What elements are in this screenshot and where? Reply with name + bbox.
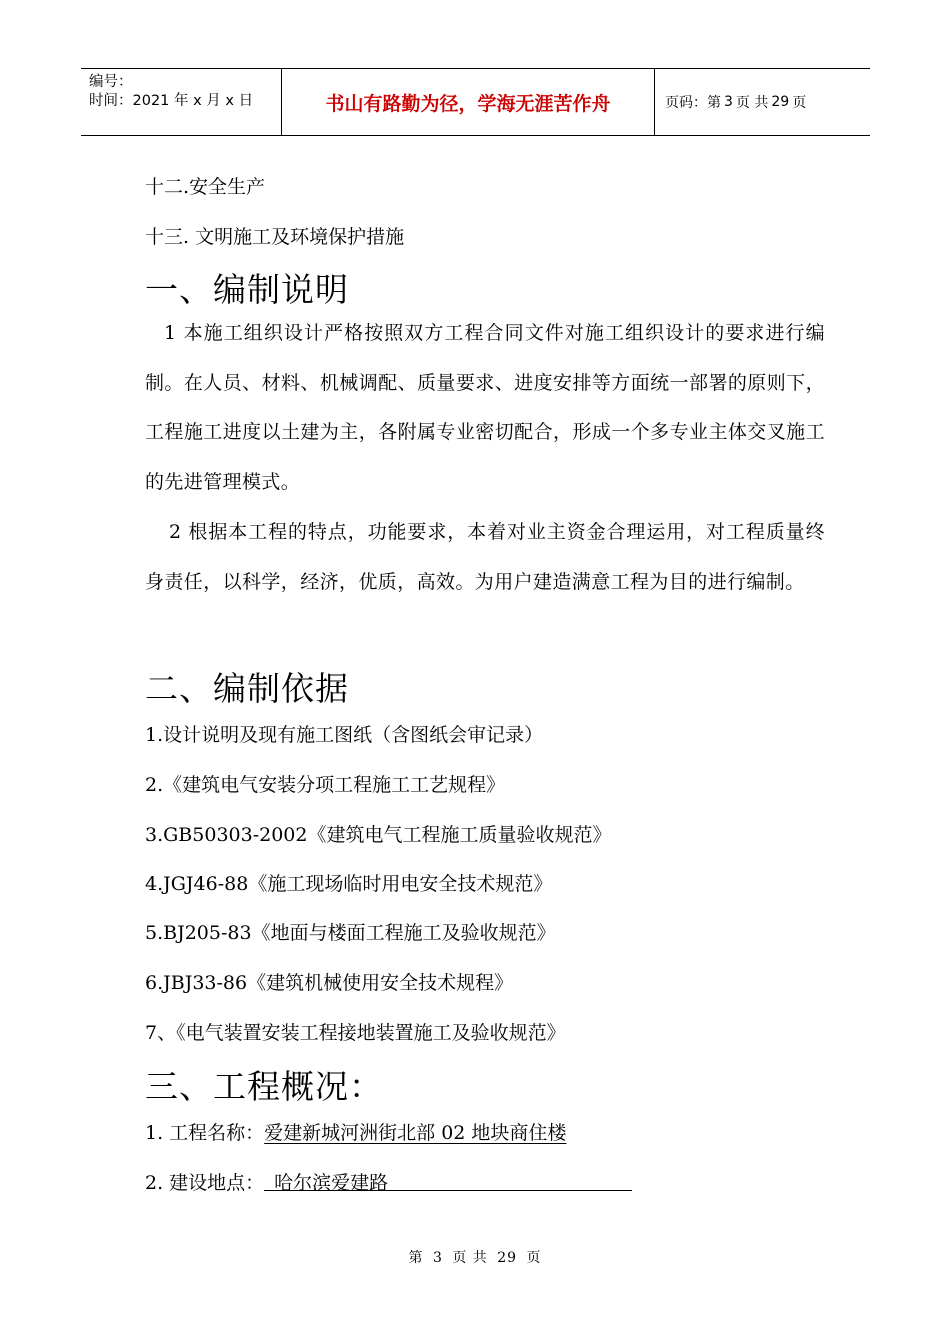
- toc-item-12: 十二.安全生产: [145, 176, 266, 198]
- basis-item-2: 2.《建筑电气安装分项工程施工工艺规程》: [145, 774, 506, 796]
- section-1-title: 一、编制说明: [145, 270, 349, 309]
- header-page-mid: 页 共: [735, 95, 769, 111]
- basis-item-7: 7、《电气装置安装工程接地装置施工及验收规范》: [145, 1022, 566, 1044]
- section-2-title: 二、编制依据: [145, 669, 349, 708]
- footer-page-number: 3: [432, 1250, 443, 1266]
- footer-pre: 第: [408, 1250, 424, 1266]
- header-slogan: 书山有路勤为径，学海无涯苦作舟: [281, 69, 655, 135]
- document-number-label: 编号：: [89, 74, 133, 90]
- basis-item-1: 1.设计说明及现有施工图纸（含图纸会审记录）: [145, 724, 544, 746]
- header-page-total: 29: [771, 94, 790, 110]
- project-location-row: [145, 1168, 632, 1195]
- basis-item-4: 4.JGJ46-88《施工现场临时用电安全技术规范》: [145, 873, 553, 895]
- project-location-value: 哈尔滨爱建路: [274, 1172, 389, 1194]
- toc-item-13: 十三. 文明施工及环境保护措施: [145, 226, 405, 248]
- basis-item-5: 5.BJ205-83《地面与楼面工程施工及验收规范》: [145, 922, 556, 944]
- basis-item-3: 3.GB50303-2002《建筑电气工程施工质量验收规范》: [145, 824, 612, 846]
- page-header: [81, 68, 870, 136]
- basis-item-6: 6.JBJ33-86《建筑机械使用安全技术规程》: [145, 972, 514, 994]
- project-name-value: 爱建新城河洲街北部 02 地块商住楼: [264, 1122, 567, 1144]
- project-location-underline: [264, 1168, 632, 1194]
- header-meta: [81, 69, 281, 135]
- footer-mid: 页 共: [452, 1250, 488, 1266]
- project-location-label: 2. 建设地点：: [145, 1172, 265, 1194]
- section-1-paragraph-1: 1 本施工组织设计严格按照双方工程合同文件对施工组织设计的要求进行编制。在人员、材料、机械调配、质量要求、进度安排等方面统一部署的原则下，工程施工进度以土建为主，各附属专业密切配合，形成一个多专业主体交叉施工的先进管理模式。: [145, 322, 825, 493]
- footer-end: 页: [526, 1250, 542, 1266]
- header-page-info: [655, 69, 870, 135]
- document-time-label: 时间：2021 年 x 月 x 日: [89, 93, 254, 109]
- footer-page-total: 29: [497, 1250, 518, 1266]
- section-3-title: 三、工程概况：: [145, 1067, 383, 1106]
- header-page-end: 页: [792, 95, 807, 111]
- header-page-label: 页码：第: [665, 95, 721, 111]
- page-footer: [0, 1247, 950, 1267]
- header-page-number: 3: [724, 94, 733, 110]
- project-name-label: 1. 工程名称：: [145, 1122, 265, 1144]
- project-name-row: [145, 1118, 566, 1145]
- section-1-paragraph-2: 2 根据本工程的特点，功能要求，本着对业主资金合理运用，对工程质量终身责任，以科学，经济，优质，高效。为用户建造满意工程为目的进行编制。: [145, 521, 825, 593]
